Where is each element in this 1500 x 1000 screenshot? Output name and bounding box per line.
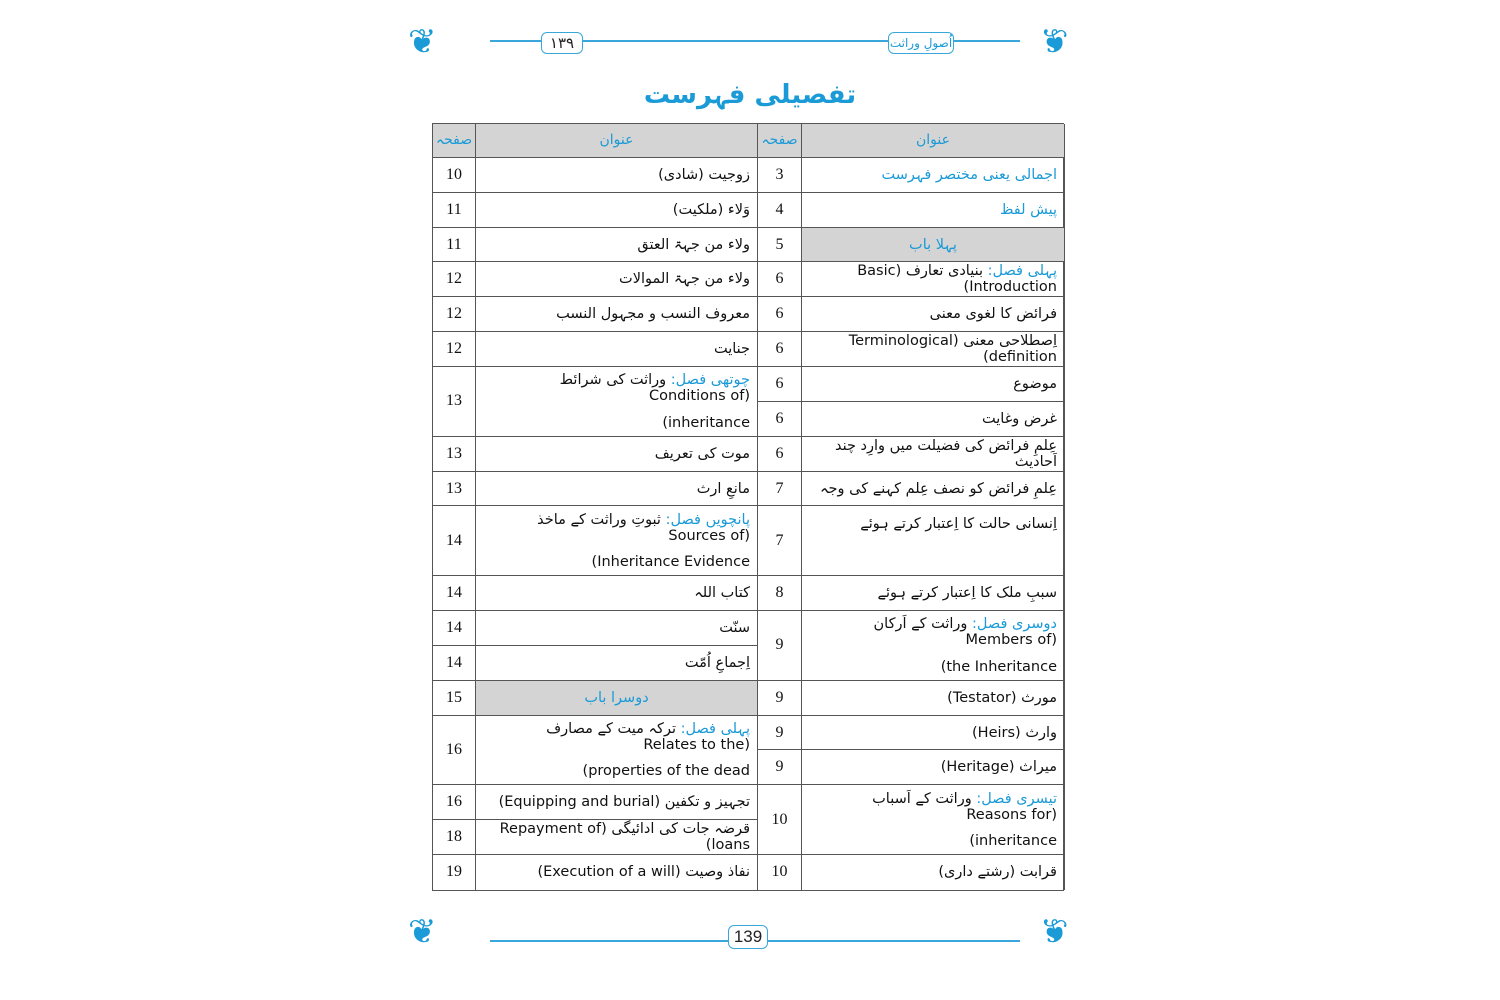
header-row — [758, 124, 1065, 158]
header-page-number: ١٣٩ — [541, 32, 583, 54]
page-number: 6 — [758, 402, 802, 436]
topic-cell[interactable] — [476, 193, 758, 227]
column-header-topic — [476, 124, 758, 157]
topic-line — [483, 341, 750, 357]
topic-line — [809, 516, 1057, 532]
topic-line-2: properties of the dead) — [582, 763, 750, 780]
topic-line — [483, 446, 750, 462]
table-row — [758, 228, 1065, 263]
topic-text: وراثت کے اَسباب (Reasons for — [872, 790, 1057, 823]
page-number: 6 — [758, 367, 802, 401]
page-number: 7 — [758, 472, 802, 506]
topic-cell[interactable] — [802, 402, 1065, 436]
page-number: 3 — [758, 158, 802, 192]
page-number: 14 — [433, 646, 476, 680]
topic-line — [483, 167, 750, 183]
topic-cell[interactable] — [802, 437, 1065, 471]
header-row — [433, 124, 758, 158]
table-row — [433, 262, 758, 297]
topic-cell[interactable] — [476, 262, 758, 296]
topic-cell[interactable] — [802, 472, 1065, 506]
topic-line — [483, 512, 750, 544]
topic-text: معروف النسب و مجہول النسب — [556, 306, 750, 323]
topic-text: اِنسانی حالت کا اِعتبار کرتے ہوئے — [860, 515, 1057, 532]
table-row — [758, 750, 1065, 785]
topic-text: تجہیز و تکفین (Equipping and burial) — [498, 794, 750, 811]
page-title: تفصیلی فہرست — [643, 80, 857, 110]
chapter-label: پانچویں فصل: — [665, 511, 750, 528]
topic-text: نفاذ وصیت (Execution of a will) — [537, 864, 750, 881]
topic-text: پیش لفظ — [999, 201, 1057, 218]
topic-text: کتاب اللہ — [694, 585, 750, 602]
topic-text: موت کی تعریف — [654, 445, 750, 462]
table-row — [433, 367, 758, 437]
page-number: 9 — [758, 611, 802, 680]
table-row — [758, 437, 1065, 472]
topic-text: ولاء من جہۃ الموالات — [619, 271, 750, 288]
topic-text: قرابت (رشتے داری) — [938, 864, 1057, 881]
page-number: 16 — [433, 785, 476, 819]
page-number: 19 — [433, 855, 476, 890]
page-number: 5 — [758, 228, 802, 262]
topic-line — [809, 306, 1057, 322]
topic-text: ثبوتِ وراثت کے ماخذ (Sources of — [537, 511, 750, 544]
topic-cell[interactable] — [802, 576, 1065, 610]
topic-text: دوسرا باب — [584, 689, 649, 706]
page-number: 16 — [433, 716, 476, 785]
contents-table — [432, 123, 1064, 891]
topic-cell[interactable] — [802, 332, 1065, 366]
topic-cell[interactable] — [802, 611, 1065, 680]
table-row — [433, 785, 758, 820]
topic-line — [483, 821, 750, 853]
ornament-top-right: ❦ — [1040, 22, 1069, 62]
table-row — [758, 576, 1065, 611]
topic-line — [809, 791, 1057, 823]
column-header-page: صفحہ — [433, 124, 476, 157]
page-number: 15 — [433, 681, 476, 715]
topic-cell[interactable] — [476, 681, 758, 715]
ornament-bottom-left: ❦ — [408, 912, 437, 952]
topic-text: اِصطلاحی معنی (Terminological definition) — [848, 333, 1057, 366]
topic-cell[interactable] — [802, 262, 1065, 296]
page-number: 9 — [758, 750, 802, 784]
topic-text: وارث (Heirs) — [972, 724, 1057, 741]
table-row — [433, 576, 758, 611]
topic-line — [483, 794, 750, 810]
page-number: 8 — [758, 576, 802, 610]
topic-cell[interactable] — [802, 367, 1065, 401]
topic-line-2: the Inheritance) — [940, 658, 1057, 675]
page-number: 14 — [433, 576, 476, 610]
topic-line — [809, 237, 1057, 253]
table-row — [433, 158, 758, 193]
table-row — [758, 506, 1065, 576]
table-row — [758, 158, 1065, 193]
topic-cell[interactable] — [802, 750, 1065, 784]
table-row — [433, 820, 758, 855]
topic-line — [483, 202, 750, 218]
topic-cell[interactable] — [476, 716, 758, 785]
page-number: 12 — [433, 262, 476, 296]
topic-text: زوجیت (شادی) — [658, 166, 750, 183]
topic-line — [483, 237, 750, 253]
topic-line — [483, 585, 750, 601]
topic-cell[interactable] — [802, 158, 1065, 192]
topic-cell[interactable] — [802, 228, 1065, 262]
topic-text: اجمالی یعنی مختصر فہرست — [881, 166, 1057, 183]
topic-line — [809, 725, 1057, 741]
topic-cell[interactable] — [802, 506, 1065, 575]
page-number: 9 — [758, 716, 802, 750]
topic-cell[interactable] — [476, 785, 758, 819]
column-header-topic — [802, 124, 1065, 157]
topic-line — [809, 167, 1057, 183]
topic-cell[interactable] — [476, 367, 758, 436]
table-row — [758, 297, 1065, 332]
topic-text: غرض وغایت — [982, 410, 1057, 427]
column-header-topic-label: عنوان — [916, 132, 950, 149]
topic-text: وراثت کے اَرکان (Members of — [873, 616, 1057, 649]
topic-cell[interactable] — [802, 855, 1065, 890]
topic-cell[interactable] — [476, 576, 758, 610]
topic-text: بنیادی تعارف (Basic Introduction) — [857, 263, 1057, 296]
page-number: 4 — [758, 193, 802, 227]
topic-line — [483, 481, 750, 497]
table-row — [433, 611, 758, 646]
table-row — [758, 716, 1065, 751]
topic-text: وَلاء (ملکیت) — [672, 201, 750, 218]
topic-line — [483, 864, 750, 880]
topic-line — [483, 655, 750, 671]
table-row — [758, 402, 1065, 437]
topic-text: مانعِ ارث — [696, 480, 750, 497]
topic-cell[interactable] — [476, 437, 758, 471]
topic-line — [483, 271, 750, 287]
topic-text: میراث (Heritage) — [940, 759, 1057, 776]
topic-line — [809, 202, 1057, 218]
topic-cell[interactable] — [802, 785, 1065, 854]
topic-text: جنایت — [713, 341, 750, 358]
topic-line — [809, 263, 1057, 295]
topic-line-2: inheritance) — [969, 832, 1057, 849]
page-number: 12 — [433, 297, 476, 331]
table-row — [433, 855, 758, 890]
page-number: 6 — [758, 297, 802, 331]
ornament-top-left: ❦ — [408, 22, 437, 62]
table-row — [433, 437, 758, 472]
topic-cell[interactable] — [476, 332, 758, 366]
topic-line-2 — [809, 550, 1057, 566]
topic-line — [483, 372, 750, 404]
topic-text: اِجماعِ اُمّت — [684, 654, 750, 671]
topic-cell[interactable] — [476, 646, 758, 680]
topic-text: پہلا باب — [909, 236, 957, 253]
page-number: 9 — [758, 681, 802, 715]
table-row — [758, 193, 1065, 228]
topic-text: عِلمِ فرائض کی فضیلت میں وارِد چند اَحادیث — [834, 437, 1057, 470]
topic-line — [483, 620, 750, 636]
topic-cell[interactable] — [476, 506, 758, 575]
page-number: 12 — [433, 332, 476, 366]
table-row — [433, 297, 758, 332]
topic-text: فرائض کا لغوی معنی — [929, 306, 1057, 323]
topic-cell[interactable] — [476, 611, 758, 645]
table-row — [433, 332, 758, 367]
table-row — [758, 367, 1065, 402]
topic-line — [483, 690, 750, 706]
topic-line — [809, 864, 1057, 880]
topic-text: سببِ ملک کا اِعتبار کرتے ہوئے — [877, 585, 1057, 602]
topic-cell[interactable] — [476, 297, 758, 331]
topic-line — [809, 690, 1057, 706]
header-book-name: اُصولِ وراثت — [888, 32, 954, 54]
topic-line — [809, 333, 1057, 365]
ornament-bottom-right: ❦ — [1040, 912, 1069, 952]
chapter-label: دوسری فصل: — [972, 616, 1057, 633]
topic-line-2: inheritance) — [662, 414, 750, 431]
page-number: 13 — [433, 367, 476, 436]
table-row — [433, 228, 758, 263]
topic-cell[interactable] — [802, 193, 1065, 227]
chapter-label: پہلی فصل: — [680, 720, 750, 737]
table-row — [758, 472, 1065, 507]
topic-text: مورث (Testator) — [947, 689, 1057, 706]
footer-page-number: 139 — [728, 925, 768, 949]
page-number: 6 — [758, 437, 802, 471]
page-number: 11 — [433, 228, 476, 262]
topic-text: قرضہ جات کی ادائیگی (Repayment of loans) — [499, 821, 750, 854]
topic-line — [809, 438, 1057, 470]
topic-cell[interactable] — [476, 472, 758, 506]
page-number: 10 — [758, 855, 802, 890]
topic-line — [809, 585, 1057, 601]
topic-text: عِلمِ فرائض کو نصف عِلم کہنے کی وجہ — [820, 480, 1057, 497]
page-number: 14 — [433, 611, 476, 645]
table-row — [758, 785, 1065, 855]
topic-text: ولاء من جہۃ العتق — [637, 236, 750, 253]
page-number: 13 — [433, 472, 476, 506]
chapter-label: تیسری فصل: — [976, 790, 1057, 807]
page-number: 10 — [758, 785, 802, 854]
page-number: 11 — [433, 193, 476, 227]
topic-cell[interactable] — [802, 716, 1065, 750]
column-header-topic-label: عنوان — [599, 132, 634, 149]
table-row — [433, 646, 758, 681]
topic-cell[interactable] — [476, 228, 758, 262]
table-row — [433, 681, 758, 716]
topic-line — [483, 306, 750, 322]
topic-text: موضوع — [1013, 375, 1057, 392]
chapter-label: پہلی فصل: — [987, 263, 1057, 280]
topic-line-2: Inheritance Evidence) — [591, 554, 750, 570]
topic-line — [809, 616, 1057, 648]
topic-line — [809, 411, 1057, 427]
topic-cell[interactable] — [476, 855, 758, 890]
page-number: 14 — [433, 506, 476, 575]
topic-cell[interactable] — [476, 820, 758, 854]
topic-line — [809, 759, 1057, 775]
table-row — [758, 855, 1065, 890]
left-half — [433, 124, 758, 890]
table-row — [433, 506, 758, 576]
topic-line — [809, 481, 1057, 497]
page-number: 13 — [433, 437, 476, 471]
topic-line — [483, 721, 750, 753]
topic-text: ترکہ میت کے مصارف (Relates to the — [546, 720, 750, 753]
right-half — [758, 124, 1065, 890]
table-row — [433, 716, 758, 786]
page-number: 7 — [758, 506, 802, 575]
table-row — [433, 193, 758, 228]
topic-text: وراثت کی شرائط (Conditions of — [559, 372, 750, 405]
topic-line — [809, 376, 1057, 392]
column-header-page: صفحہ — [758, 124, 802, 157]
topic-text: سنّت — [719, 619, 750, 636]
topic-cell[interactable] — [802, 681, 1065, 715]
topic-cell[interactable] — [802, 297, 1065, 331]
page-number: 6 — [758, 262, 802, 296]
page-number: 18 — [433, 820, 476, 854]
page-number: 10 — [433, 158, 476, 192]
table-row — [758, 611, 1065, 681]
topic-cell[interactable] — [476, 158, 758, 192]
chapter-label: چوتھی فصل: — [670, 372, 750, 389]
table-row — [433, 472, 758, 507]
table-row — [758, 332, 1065, 367]
table-row — [758, 681, 1065, 716]
page-number: 6 — [758, 332, 802, 366]
table-row — [758, 262, 1065, 297]
